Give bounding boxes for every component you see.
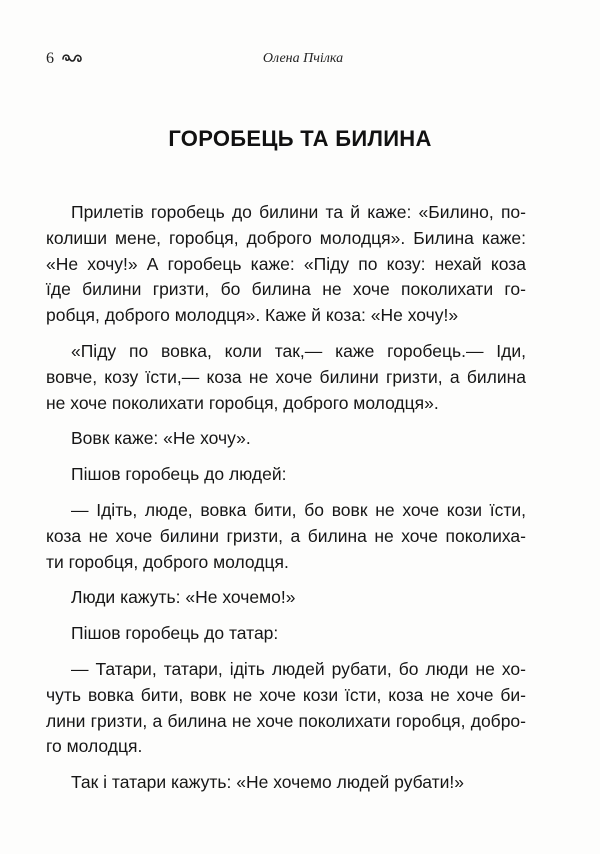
paragraph: [46, 770, 526, 796]
text-line: їде билини гризти, бо билина не хоче поколихати го-: [46, 279, 526, 300]
text-line: колиши мене, горобця, доброго молодця». Билина каже:: [46, 227, 526, 248]
text-line: — Ідіть, люде, вовка бити, бо вовк не хоче кози їсти,: [71, 499, 526, 520]
text-line: Пішов горобець до людей:: [71, 464, 287, 485]
text-line: лини гризти, а билина не хоче поколихати горобця, добро-: [46, 710, 526, 731]
text-line: Люди кажуть: «Не хочемо!»: [71, 587, 296, 608]
text-line: Прилетів горобець до билини та й каже: «Билино, по-: [71, 202, 526, 222]
paragraph: [46, 498, 526, 575]
text-line: Так і татари кажуть: «Не хочемо людей рубати!»: [71, 772, 464, 793]
text-line: чуть вовка бити, вовк не хоче кози їсти, коза не хоче би-: [46, 684, 526, 705]
text-line: «Не хочу!» А горобець каже: «Піду по козу: нехай коза: [46, 253, 526, 274]
text-line: коза не хоче билини гризти, а билина не хоче поколиха-: [46, 525, 526, 546]
text-line: вовче, козу їсти,— коза не хоче билини гризти, а билина: [46, 366, 526, 387]
paragraph: [46, 657, 526, 760]
story-title: ГОРОБЕЦЬ ТА БИЛИНА: [168, 126, 432, 151]
text-line: ти горобця, доброго молодця.: [46, 551, 289, 572]
paragraph: [46, 426, 526, 452]
paragraph: [46, 621, 526, 647]
paragraph: [46, 200, 526, 329]
paragraph: [46, 462, 526, 488]
text-line: — Татари, татари, ідіть людей рубати, бо люди не хо-: [71, 658, 526, 679]
running-head: Олена Пчілка: [262, 51, 344, 66]
text-line: «Піду по вовка, коли так,— каже горобець.— Іди,: [71, 340, 526, 361]
story-body: [46, 200, 526, 806]
text-line: не хоче поколихати горобця, доброго молодця».: [46, 392, 439, 413]
paragraph: [46, 585, 526, 611]
page-header: [46, 50, 560, 72]
text-line: робця, доброго молодця». Каже й коза: «Не хочу!»: [46, 305, 459, 326]
page-number: 6: [46, 50, 54, 67]
text-line: го молодця.: [46, 736, 143, 757]
text-line: Вовк каже: «Не хочу».: [71, 428, 251, 449]
text-line: Пішов горобець до татар:: [71, 623, 279, 644]
paragraph: [46, 339, 526, 416]
